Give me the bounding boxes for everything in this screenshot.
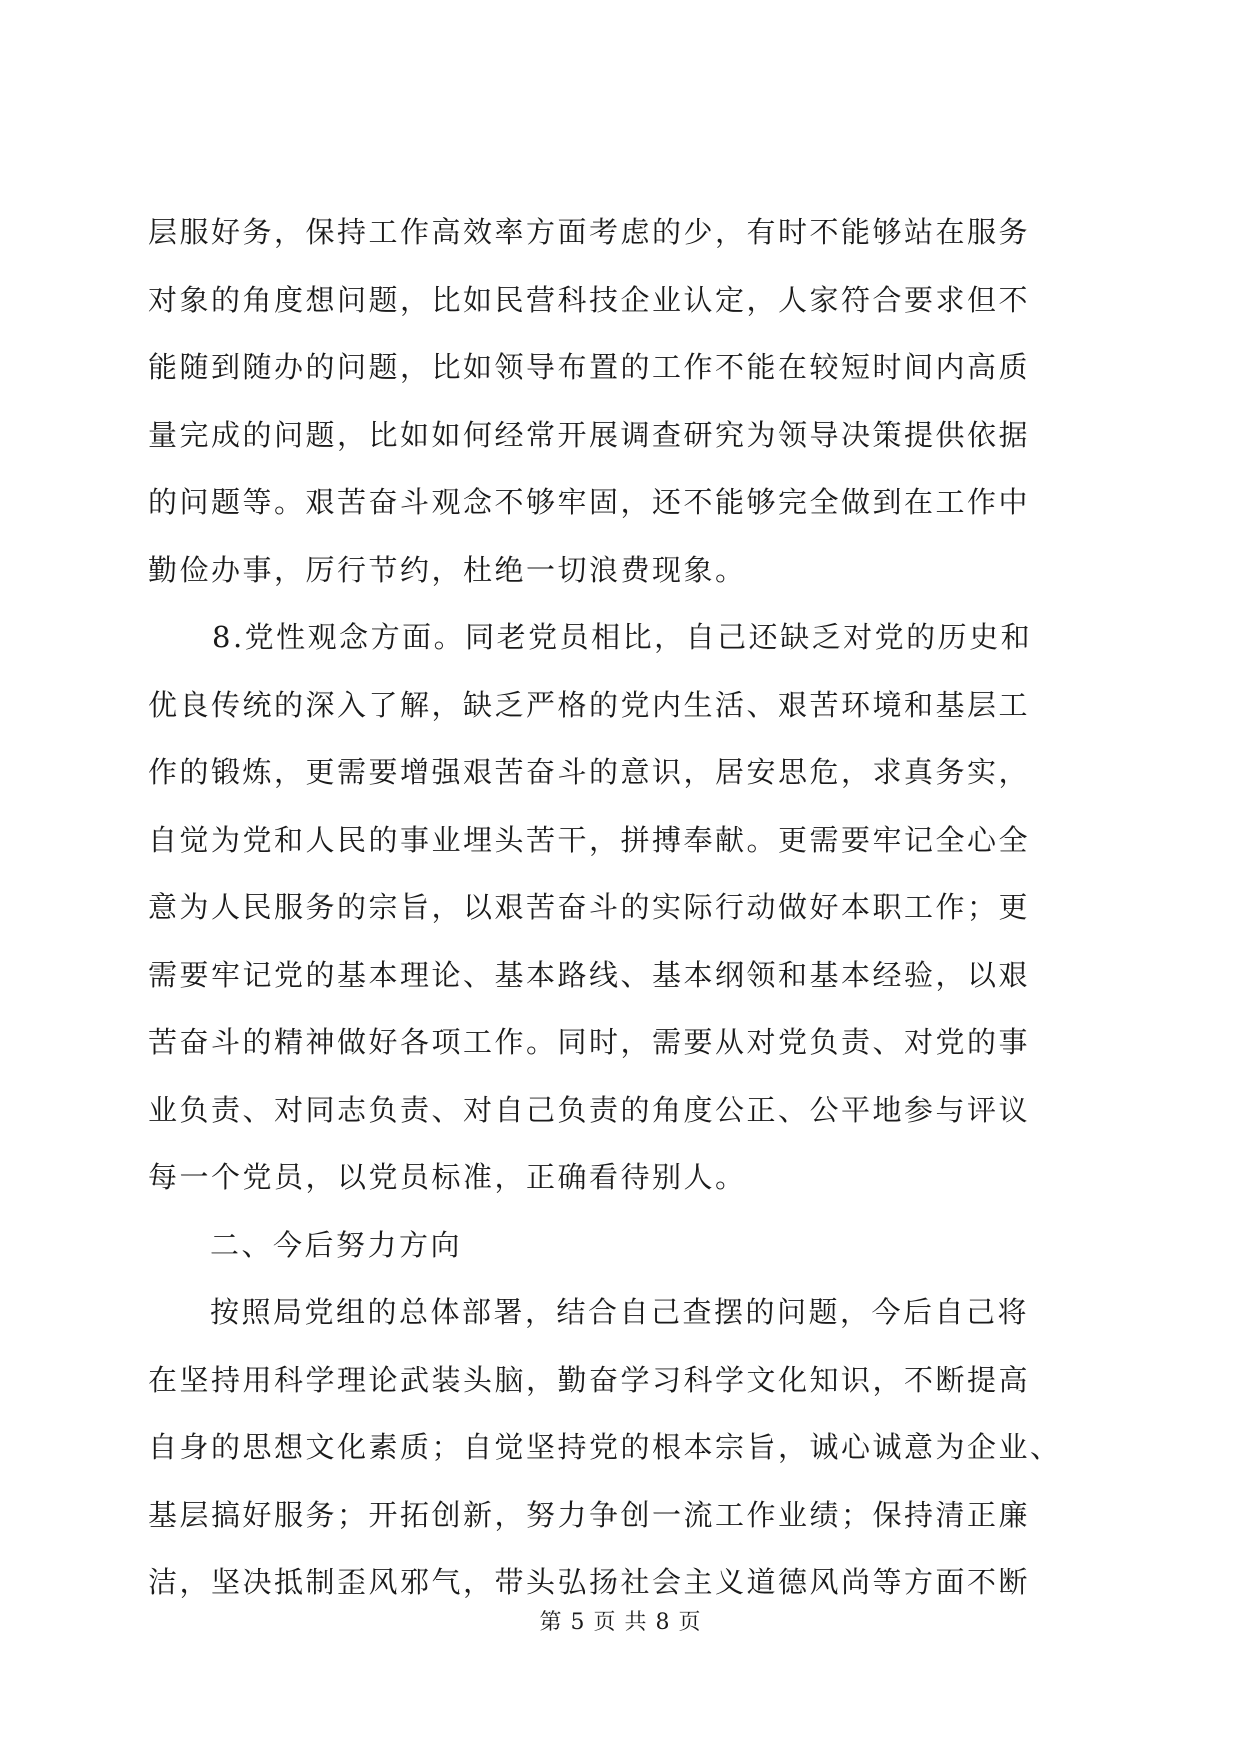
body-line-5: 的问题等。艰苦奋斗观念不够牢固，还不能够完全做到在工作中 <box>148 485 1031 519</box>
body-line-14: 业负责、对同志负责、对自己负责的角度公正、公平地参与评议 <box>148 1093 1031 1127</box>
body-line-10: 自觉为党和人民的事业埋头苦干，拼搏奉献。更需要牢记全心全 <box>148 823 1031 857</box>
body-line-11: 意为人民服务的宗旨，以艰苦奋斗的实际行动做好本职工作；更 <box>148 890 1031 924</box>
body-line-12: 需要牢记党的基本理论、基本路线、基本纲领和基本经验，以艰 <box>148 958 1031 992</box>
body-line-21: 洁，坚决抵制歪风邪气，带头弘扬社会主义道德风尚等方面不断 <box>148 1565 1031 1599</box>
body-line-6: 勤俭办事，厉行节约，杜绝一切浪费现象。 <box>148 553 747 587</box>
body-line-3: 能随到随办的问题，比如领导布置的工作不能在较短时间内高质 <box>148 350 1031 384</box>
body-line-18: 在坚持用科学理论武装头脑，勤奋学习科学文化知识，不断提高 <box>148 1363 1031 1397</box>
section-heading: 二、今后努力方向 <box>210 1228 463 1262</box>
body-line-15: 每一个党员，以党员标准，正确看待别人。 <box>148 1160 747 1194</box>
body-line-19: 自身的思想文化素质；自觉坚持党的根本宗旨，诚心诚意为企业、 <box>148 1430 1062 1464</box>
body-line-4: 量完成的问题，比如如何经常开展调查研究为领导决策提供依据 <box>148 418 1031 452</box>
body-line-17: 按照局党组的总体部署，结合自己查摆的问题，今后自己将 <box>210 1295 1030 1329</box>
page-footer: 第 5 页 共 8 页 <box>539 1610 702 1635</box>
body-line-1: 层服好务，保持工作高效率方面考虑的少，有时不能够站在服务 <box>148 215 1031 249</box>
body-line-2: 对象的角度想问题，比如民营科技企业认定，人家符合要求但不 <box>148 283 1031 317</box>
body-line-8: 优良传统的深入了解，缺乏严格的党内生活、艰苦环境和基层工 <box>148 688 1031 722</box>
body-line-7: 8.党性观念方面。同老党员相比，自己还缺乏对党的历史和 <box>212 620 1033 654</box>
body-line-13: 苦奋斗的精神做好各项工作。同时，需要从对党负责、对党的事 <box>148 1025 1031 1059</box>
body-line-20: 基层搞好服务；开拓创新，努力争创一流工作业绩；保持清正廉 <box>148 1498 1031 1532</box>
body-line-9: 作的锻炼，更需要增强艰苦奋斗的意识，居安思危，求真务实， <box>148 755 1031 789</box>
